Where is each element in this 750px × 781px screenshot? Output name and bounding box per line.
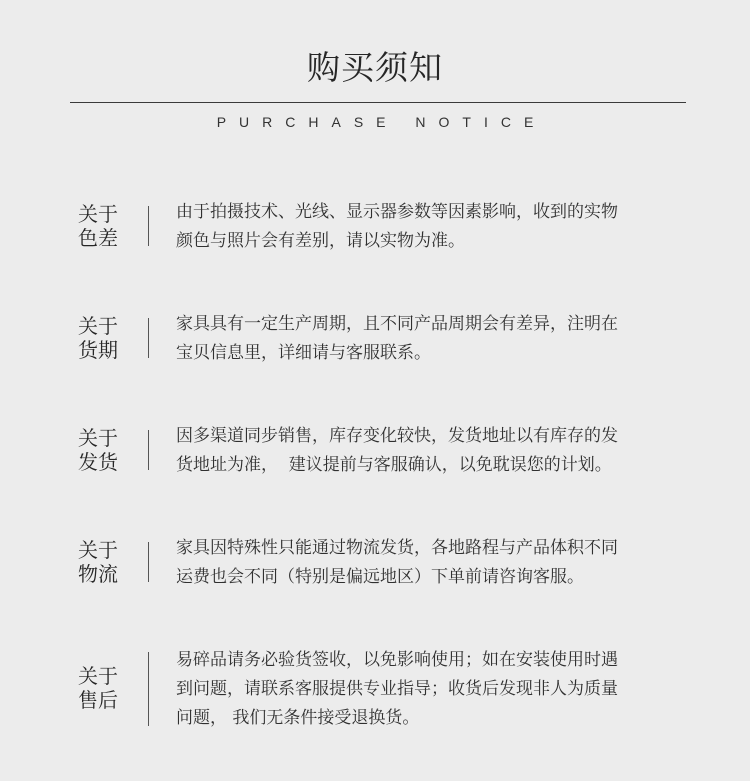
- notice-heading-line: 色差: [78, 226, 118, 250]
- notice-heading: [72, 426, 124, 474]
- notice-text-line: 运费也会不同（特别是偏远地区）下单前请咨询客服。: [176, 567, 584, 587]
- notice-text-line: 问题， 我们无条件接受退换货。: [176, 708, 420, 728]
- notice-divider: [148, 542, 149, 582]
- notice-divider: [148, 206, 149, 246]
- notice-heading: [72, 314, 124, 362]
- notice-divider: [148, 318, 149, 358]
- notice-heading-line: 关于: [78, 426, 118, 450]
- notice-text-line: 易碎品请务必验货签收，以免影响使用；如在安装使用时遇: [176, 650, 618, 670]
- notice-heading-line: 货期: [78, 338, 118, 362]
- notice-text: [176, 198, 716, 256]
- notice-text-line: 宝贝信息里，详细请与客服联系。: [176, 343, 431, 363]
- notice-heading-line: 关于: [78, 314, 118, 338]
- page-subtitle: PURCHASE NOTICE: [216, 114, 547, 130]
- notice-text: [176, 646, 716, 733]
- notice-heading: [72, 538, 124, 586]
- notice-text-line: 因多渠道同步销售，库存变化较快，发货地址以有库存的发: [176, 426, 618, 446]
- notice-text: [176, 534, 716, 592]
- notice-text-line: 家具具有一定生产周期，且不同产品周期会有差异，注明在: [176, 314, 618, 334]
- notice-text-line: 由于拍摄技术、光线、显示器参数等因素影响，收到的实物: [176, 202, 618, 222]
- notice-heading-line: 关于: [78, 664, 118, 688]
- notice-text-line: 货地址为准， 建议提前与客服确认，以免耽误您的计划。: [176, 455, 612, 475]
- page-title: 购买须知: [307, 48, 443, 87]
- notice-divider: [148, 430, 149, 470]
- notice-heading: [72, 202, 124, 250]
- notice-text: [176, 310, 716, 368]
- notice-heading-line: 物流: [78, 562, 118, 586]
- notice-text: [176, 422, 716, 480]
- notice-text-line: 家具因特殊性只能通过物流发货，各地路程与产品体积不同: [176, 538, 618, 558]
- notice-heading: [72, 664, 124, 712]
- notice-text-line: 到问题，请联系客服提供专业指导；收货后发现非人为质量: [176, 679, 618, 699]
- notice-heading-line: 发货: [78, 450, 118, 474]
- notice-divider: [148, 652, 149, 726]
- notice-heading-line: 关于: [78, 538, 118, 562]
- notice-heading-line: 售后: [78, 688, 118, 712]
- notice-text-line: 颜色与照片会有差别，请以实物为准。: [176, 231, 465, 251]
- notice-heading-line: 关于: [78, 202, 118, 226]
- title-divider: [70, 102, 686, 103]
